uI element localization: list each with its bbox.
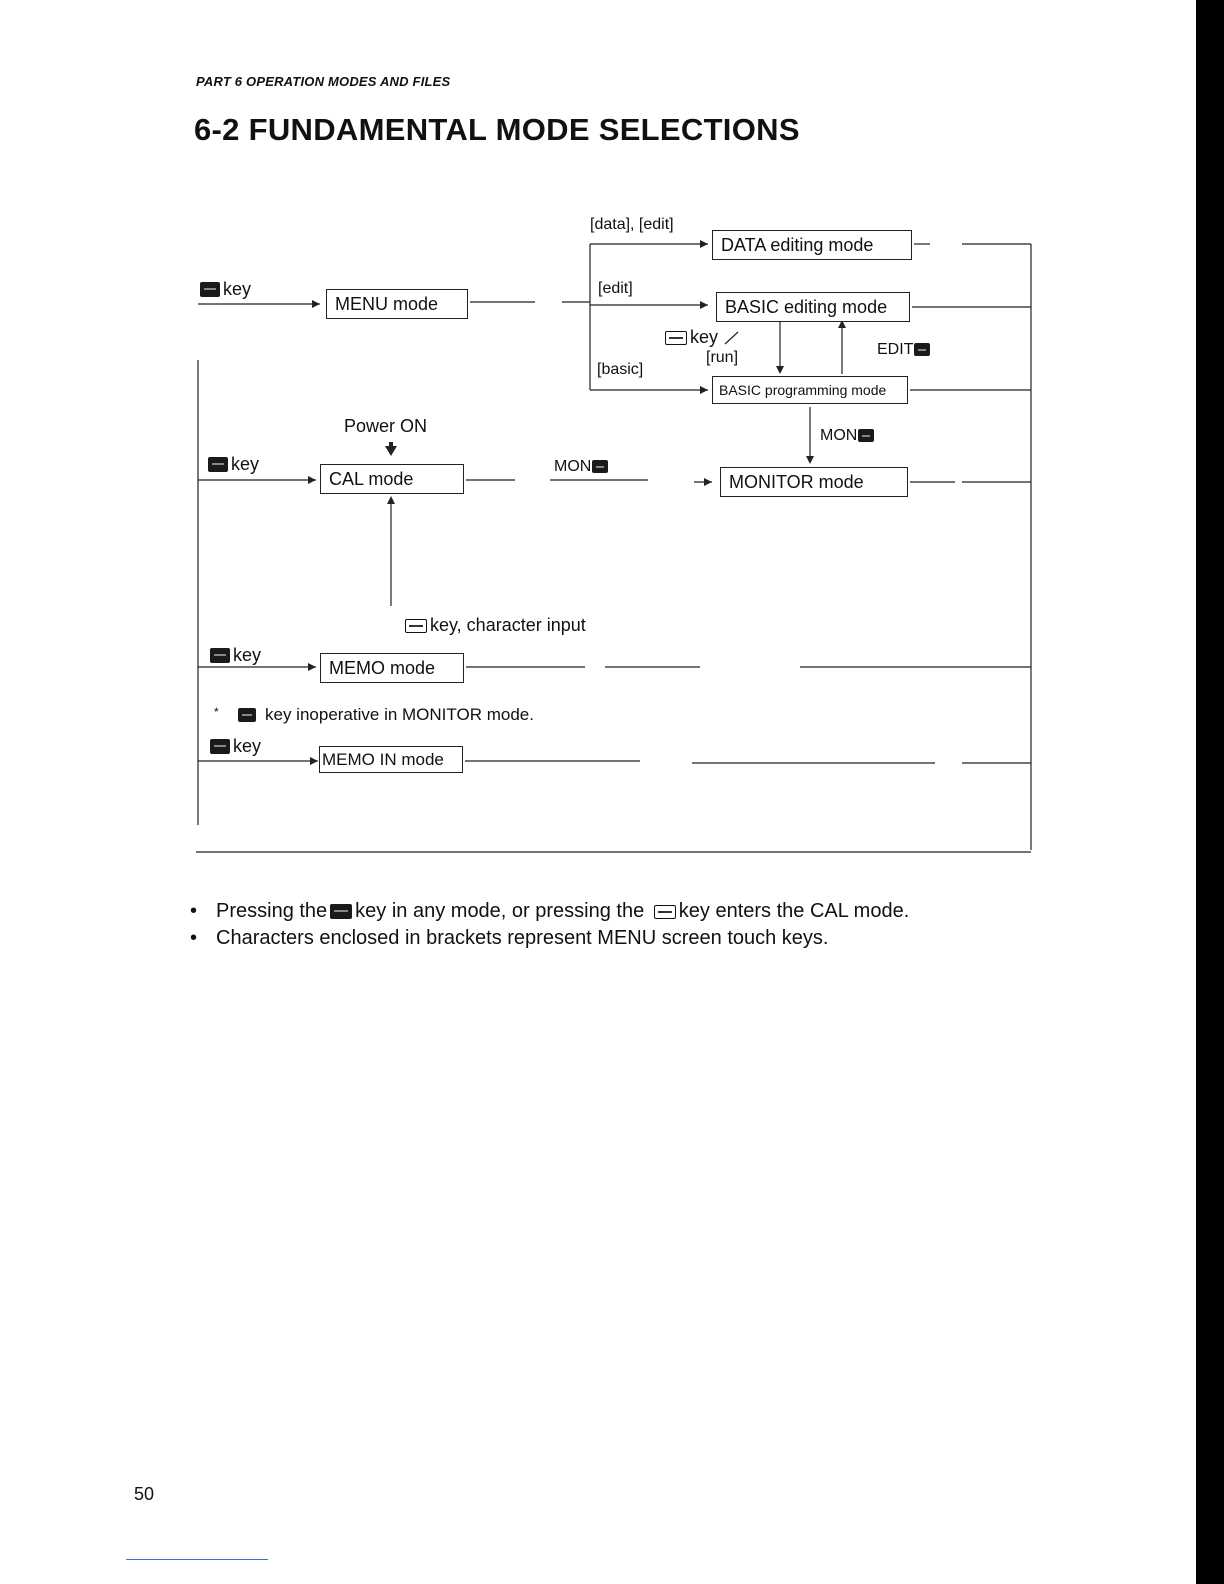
memo-mode-box: MEMO mode (320, 653, 464, 683)
arrowhead (312, 300, 320, 308)
brk-key-icon (665, 331, 687, 345)
arrowhead (700, 240, 708, 248)
asterisk-icon: * (214, 705, 219, 719)
menu-key-icon (200, 282, 220, 297)
arrowhead (700, 301, 708, 309)
edit-label: [edit] (598, 280, 633, 297)
notes-list (190, 898, 909, 952)
exe-key-icon (592, 460, 608, 473)
mon-exe-mid-label: MON (554, 459, 611, 475)
arrowhead (806, 456, 814, 464)
arrowhead (308, 476, 316, 484)
bullet-icon: • (190, 927, 198, 949)
brk-key-label: key (665, 328, 718, 346)
data-edit-label: [data], [edit] (590, 216, 674, 233)
memo-in-key-icon (210, 739, 230, 754)
cal-mode-box: CAL mode (320, 464, 464, 494)
memo-in-mode-box: MEMO IN mode (319, 746, 463, 773)
note-item: • Pressing the key in any mode, or pressing the key enters the CAL mode. (190, 898, 909, 925)
basic-editing-mode-box: BASIC editing mode (716, 292, 910, 322)
arrowhead (387, 496, 395, 504)
part-header: PART 6 OPERATION MODES AND FILES (196, 74, 451, 89)
edit-exe-label: EDIT (877, 342, 933, 358)
section-title: 6-2 FUNDAMENTAL MODE SELECTIONS (194, 112, 800, 147)
menu-mode-box: MENU mode (326, 289, 468, 319)
exe-key-icon (914, 343, 930, 356)
brk-key-icon (405, 619, 427, 633)
memo-key-icon (210, 648, 230, 663)
exe-key-icon (858, 429, 874, 442)
brk-key-icon (654, 905, 676, 919)
run-label: [run] (706, 349, 739, 366)
menu-key-label: key (200, 280, 251, 298)
arrowhead (308, 663, 316, 671)
inoperative-note: * key inoperative in MONITOR mode. (214, 705, 534, 724)
cal-key-label: key (208, 455, 259, 473)
page-number: 50 (134, 1484, 155, 1504)
bottom-underline (126, 1559, 268, 1560)
memo-in-key-label: key (210, 737, 261, 755)
memo-key-icon (238, 708, 256, 722)
mon-exe-right-label: MON (820, 428, 877, 444)
brk-character-input-label: key, character input (405, 616, 586, 634)
cal-key-icon (330, 904, 352, 919)
basic-programming-mode-box: BASIC programming mode (712, 376, 908, 404)
cal-key-icon (208, 457, 228, 472)
arrowhead (776, 366, 784, 374)
power-on-label: Power ON (344, 416, 428, 436)
monitor-mode-box: MONITOR mode (720, 467, 908, 497)
arrowhead (700, 386, 708, 394)
arrowhead (310, 757, 318, 765)
basic-label: [basic] (597, 361, 644, 378)
memo-key-label: key (210, 646, 261, 664)
arrowhead (704, 478, 712, 486)
data-editing-mode-box: DATA editing mode (712, 230, 912, 260)
note-item: • Characters enclosed in brackets represent MENU screen touch keys. (190, 925, 909, 952)
bullet-icon: • (190, 900, 198, 922)
